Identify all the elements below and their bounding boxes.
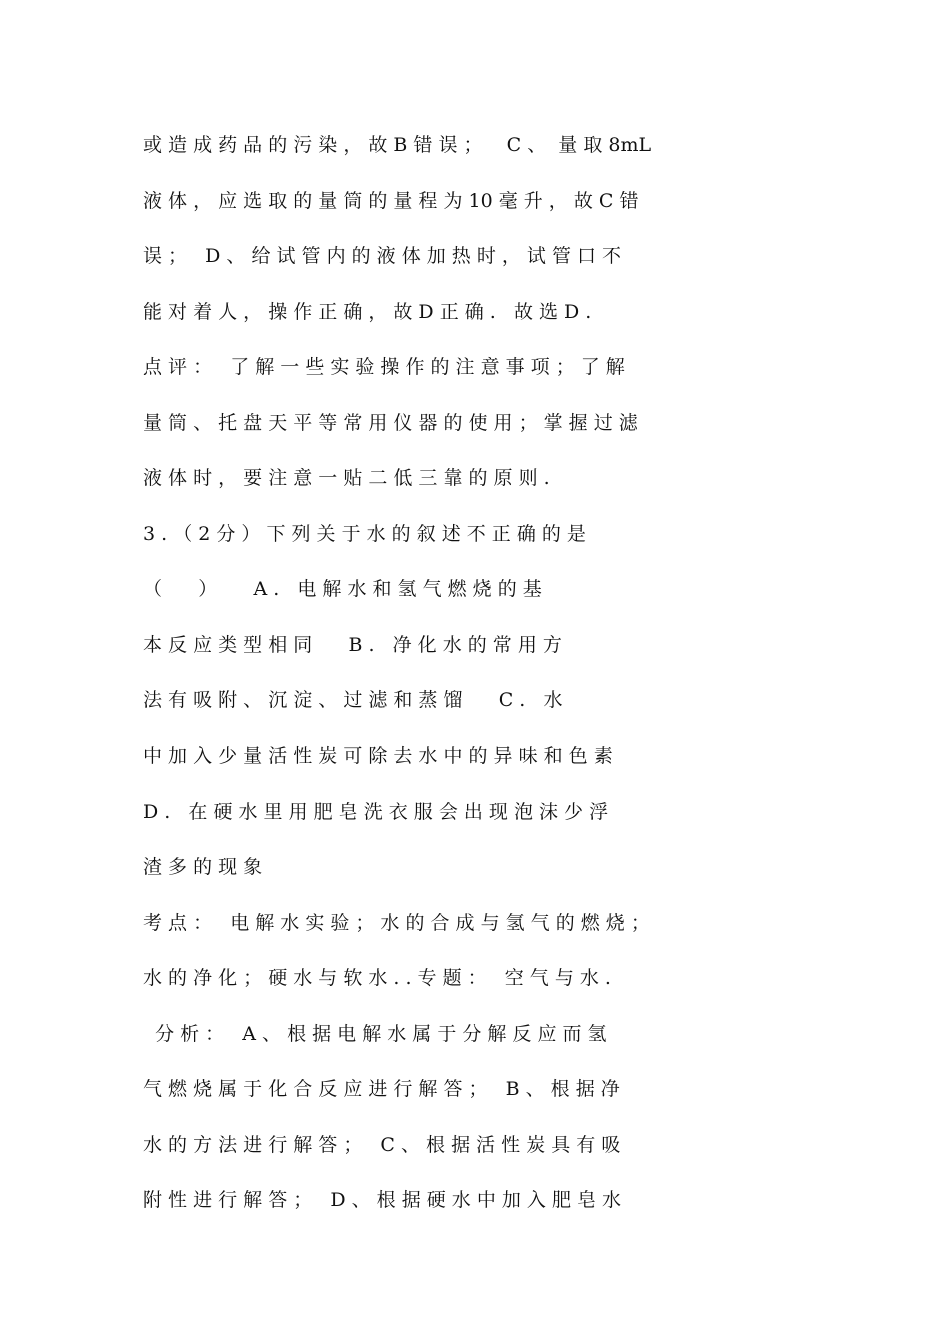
text-line: 液 体 时 ， 要 注 意 一 贴 二 低 三 靠 的 原 则 . <box>143 467 550 489</box>
text-line: 水 的 方 法 进 行 解 答 ； C 、 根 据 活 性 炭 具 有 吸 <box>143 1134 621 1156</box>
text-line: 量 筒 、 托 盘 天 平 等 常 用 仪 器 的 使 用 ； 掌 握 过 滤 <box>143 412 638 434</box>
text-line: 附 性 进 行 解 答 ； D 、 根 据 硬 水 中 加 入 肥 皂 水 <box>143 1189 622 1211</box>
text-line: 中 加 入 少 量 活 性 炭 可 除 去 水 中 的 异 味 和 色 素 <box>143 745 613 767</box>
text-line: 考 点 ： 电 解 水 实 验 ； 水 的 合 成 与 氢 气 的 燃 烧 ； <box>143 912 650 934</box>
text-line: D . 在 硬 水 里 用 肥 皂 洗 衣 服 会 出 现 泡 沫 少 浮 <box>143 801 609 823</box>
text-line: 或 造 成 药 品 的 污 染 ， 故 B 错 误 ； C 、 量 取 8mL <box>143 134 652 156</box>
text-line: （ ） A . 电 解 水 和 氢 气 燃 烧 的 基 <box>143 578 542 600</box>
text-line: 气 燃 烧 属 于 化 合 反 应 进 行 解 答 ； B 、 根 据 净 <box>143 1078 620 1100</box>
question-heading: 3 . （ 2 分 ） 下 列 关 于 水 的 叙 述 不 正 确 的 是 <box>143 523 586 545</box>
text-line: 分 析 ： A 、 根 据 电 解 水 属 于 分 解 反 应 而 氢 <box>143 1023 607 1045</box>
text-line: 点 评 ： 了 解 一 些 实 验 操 作 的 注 意 事 项 ； 了 解 <box>143 356 625 378</box>
text-line: 水 的 净 化 ； 硬 水 与 软 水 . . 专 题 ： 空 气 与 水 . <box>143 967 611 989</box>
text-line: 液 体 ， 应 选 取 的 量 筒 的 量 程 为 10 毫 升 ， 故 C 错 <box>143 190 639 212</box>
text-line: 能 对 着 人 ， 操 作 正 确 ， 故 D 正 确 . 故 选 D . <box>143 301 592 323</box>
text-line: 渣 多 的 现 象 <box>143 856 263 878</box>
text-line: 法 有 吸 附 、 沉 淀 、 过 滤 和 蒸 馏 C . 水 <box>143 689 563 711</box>
text-line: 误 ； D 、 给 试 管 内 的 液 体 加 热 时 ， 试 管 口 不 <box>143 245 622 267</box>
text-line: 本 反 应 类 型 相 同 B . 净 化 水 的 常 用 方 <box>143 634 562 656</box>
